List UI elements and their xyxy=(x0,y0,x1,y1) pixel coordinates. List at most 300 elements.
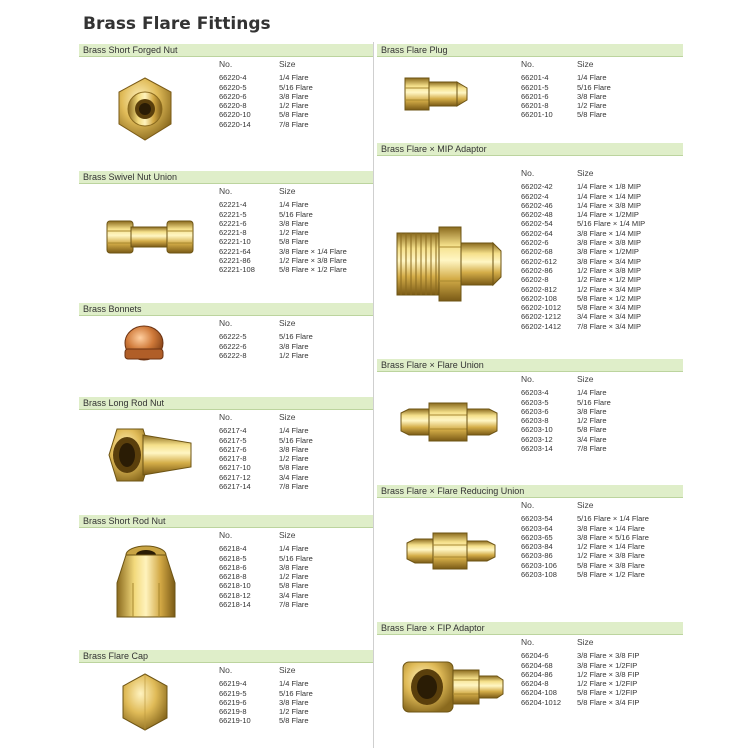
part-number: 66219-8 xyxy=(219,707,247,717)
part-size: 1/4 Flare xyxy=(279,200,309,210)
section-short-rod-nut xyxy=(79,515,369,635)
part-number: 66220-6 xyxy=(219,91,247,101)
table-row xyxy=(521,192,645,201)
part-size: 3/4 Flare xyxy=(577,434,607,444)
part-size: 1/2 Flare xyxy=(279,350,309,360)
part-size: 1/2 Flare × 1/2 MIP xyxy=(577,275,641,285)
table-row xyxy=(219,591,313,600)
col-size: Size xyxy=(279,665,296,675)
table-row xyxy=(521,201,645,210)
part-number: 66218-8 xyxy=(219,572,247,582)
part-number: 66220-10 xyxy=(219,110,251,120)
part-size: 1/2 Flare xyxy=(279,572,309,582)
part-size: 1/4 Flare xyxy=(577,73,607,83)
flare-union-image xyxy=(399,401,499,443)
part-number: 66218-6 xyxy=(219,562,247,572)
part-size: 5/8 Flare × 3/4 FIP xyxy=(577,697,640,707)
part-number: 66204-1012 xyxy=(521,697,562,707)
part-number: 66222-6 xyxy=(219,341,247,351)
part-number: 66203-86 xyxy=(521,551,553,561)
part-size: 3/8 Flare × 1/2FIP xyxy=(577,660,638,670)
flare-cap-image xyxy=(119,672,171,732)
part-number: 66202-812 xyxy=(521,284,557,294)
part-number: 66202-1012 xyxy=(521,303,562,313)
col-no: No. xyxy=(219,530,233,540)
col-size: Size xyxy=(577,500,594,510)
section-title: Brass Flare × MIP Adaptor xyxy=(377,143,683,155)
part-number: 66202-86 xyxy=(521,265,553,275)
table-row xyxy=(521,266,645,275)
section-title: Brass Bonnets xyxy=(79,303,373,315)
part-size: 3/8 Flare × 3/8 FIP xyxy=(577,651,640,661)
part-number: 66217-6 xyxy=(219,444,247,454)
table-row xyxy=(219,572,313,581)
part-number: 66202-46 xyxy=(521,200,553,210)
part-number: 66217-5 xyxy=(219,435,247,445)
section-flare-plug xyxy=(377,44,683,134)
part-size: 5/16 Flare × 1/4 Flare xyxy=(577,514,649,524)
part-size: 1/2 Flare × 3/8 Flare xyxy=(577,551,645,561)
table-row xyxy=(521,247,645,256)
table-row xyxy=(521,388,611,397)
table-row xyxy=(219,544,313,553)
table-row xyxy=(521,407,611,416)
part-size: 5/8 Flare xyxy=(279,463,309,473)
part-number: 66204-8 xyxy=(521,679,549,689)
table-row xyxy=(219,445,313,454)
table-row xyxy=(521,182,645,191)
part-size: 3/8 Flare × 1/4 MIP xyxy=(577,228,641,238)
spec-table xyxy=(219,531,313,609)
part-size: 1/4 Flare xyxy=(279,544,309,554)
part-size: 1/4 Flare × 1/2MIP xyxy=(577,210,639,220)
table-row xyxy=(521,229,645,238)
part-number: 66203-12 xyxy=(521,434,553,444)
part-number: 66202-6 xyxy=(521,238,549,248)
part-size: 5/8 Flare xyxy=(279,581,309,591)
part-number: 66201-8 xyxy=(521,101,549,111)
part-number: 66203-14 xyxy=(521,444,553,454)
part-size: 1/4 Flare × 1/4 MIP xyxy=(577,191,641,201)
section-title: Brass Flare × Flare Union xyxy=(377,359,683,371)
col-no: No. xyxy=(521,500,535,510)
table-row xyxy=(219,436,313,445)
table-row xyxy=(521,303,645,312)
part-number: 66203-84 xyxy=(521,542,553,552)
table-row xyxy=(521,551,649,560)
part-size: 5/16 Flare xyxy=(279,209,313,219)
part-number: 66202-68 xyxy=(521,247,553,257)
part-size: 5/8 Flare × 1/2 Flare xyxy=(279,265,347,275)
table-row xyxy=(521,101,611,110)
table-row xyxy=(521,83,611,92)
table-row xyxy=(219,83,313,92)
table-row xyxy=(219,210,347,219)
col-no: No. xyxy=(521,637,535,647)
section-title: Brass Long Rod Nut xyxy=(79,397,373,409)
part-number: 66202-108 xyxy=(521,293,557,303)
part-number: 66217-14 xyxy=(219,482,251,492)
part-size: 1/2 Flare xyxy=(279,101,309,111)
part-size: 1/4 Flare × 1/8 MIP xyxy=(577,182,641,192)
section-rule xyxy=(79,662,373,663)
spec-table xyxy=(521,375,611,453)
table-row xyxy=(219,463,313,472)
col-no: No. xyxy=(521,374,535,384)
short-forged-nut-image xyxy=(115,74,175,144)
table-row xyxy=(521,570,649,579)
table-row xyxy=(521,533,649,542)
col-no: No. xyxy=(219,412,233,422)
flare-plug-image xyxy=(403,72,471,116)
part-number: 62221-64 xyxy=(219,246,251,256)
part-size: 5/16 Flare xyxy=(279,435,313,445)
table-row xyxy=(521,435,611,444)
section-long-rod-nut xyxy=(79,397,369,507)
col-no: No. xyxy=(521,59,535,69)
table-row xyxy=(219,563,313,572)
col-no: No. xyxy=(219,59,233,69)
spec-table xyxy=(219,60,313,129)
part-number: 66218-14 xyxy=(219,600,251,610)
section-flare-fip-adaptor xyxy=(377,622,683,732)
part-number: 66217-10 xyxy=(219,463,251,473)
part-number: 62221-86 xyxy=(219,256,251,266)
part-size: 5/16 Flare xyxy=(279,553,313,563)
table-row xyxy=(219,554,313,563)
table-row xyxy=(219,332,313,341)
table-row xyxy=(521,670,639,679)
table-row xyxy=(219,689,313,698)
part-number: 66203-65 xyxy=(521,532,553,542)
part-number: 66202-64 xyxy=(521,228,553,238)
spec-table xyxy=(521,501,649,579)
table-row xyxy=(219,679,313,688)
part-size: 3/8 Flare × 3/4 MIP xyxy=(577,256,641,266)
part-size: 3/8 Flare xyxy=(577,406,607,416)
table-row xyxy=(521,542,649,551)
table-row xyxy=(219,92,313,101)
section-flare-cap xyxy=(79,650,369,740)
spec-table xyxy=(219,187,347,275)
table-row xyxy=(521,698,639,707)
col-size: Size xyxy=(279,318,296,328)
part-size: 5/8 Flare × 1/2FIP xyxy=(577,688,638,698)
part-size: 1/4 Flare × 3/8 MIP xyxy=(577,200,641,210)
column-divider xyxy=(373,42,374,748)
part-number: 66218-10 xyxy=(219,581,251,591)
part-number: 66203-54 xyxy=(521,514,553,524)
part-number: 66201-10 xyxy=(521,110,553,120)
table-row xyxy=(521,312,645,321)
part-size: 1/2 Flare × 3/8 MIP xyxy=(577,265,641,275)
part-size: 5/16 Flare xyxy=(279,688,313,698)
part-size: 1/2 Flare xyxy=(279,228,309,238)
table-row xyxy=(219,120,313,129)
part-size: 1/2 Flare × 3/8 Flare xyxy=(279,256,347,266)
part-size: 1/4 Flare xyxy=(279,426,309,436)
part-size: 1/2 Flare × 1/2FIP xyxy=(577,679,638,689)
spec-table xyxy=(219,666,313,726)
table-row xyxy=(521,688,639,697)
table-row xyxy=(521,294,645,303)
col-no: No. xyxy=(219,665,233,675)
section-swivel-nut-union xyxy=(79,171,369,291)
table-row xyxy=(219,473,313,482)
part-size: 5/8 Flare × 1/2 MIP xyxy=(577,293,641,303)
section-title: Brass Flare Plug xyxy=(377,44,683,56)
part-number: 66217-4 xyxy=(219,426,247,436)
section-title: Brass Flare × Flare Reducing Union xyxy=(377,485,683,497)
part-number: 66220-8 xyxy=(219,101,247,111)
part-size: 5/8 Flare × 3/8 Flare xyxy=(577,560,645,570)
table-row xyxy=(521,275,645,284)
part-size: 3/8 Flare xyxy=(577,91,607,101)
part-number: 66218-12 xyxy=(219,590,251,600)
part-size: 5/16 Flare × 1/4 MIP xyxy=(577,219,646,229)
table-row xyxy=(521,210,645,219)
table-row xyxy=(521,561,649,570)
part-number: 66202-54 xyxy=(521,219,553,229)
part-size: 3/8 Flare xyxy=(279,341,309,351)
table-row xyxy=(219,73,313,82)
table-row xyxy=(521,322,645,331)
col-size: Size xyxy=(279,412,296,422)
part-size: 1/2 Flare × 3/8 FIP xyxy=(577,669,640,679)
col-size: Size xyxy=(577,59,594,69)
col-no: No. xyxy=(521,168,535,178)
part-size: 1/2 Flare xyxy=(577,416,607,426)
table-row xyxy=(521,425,611,434)
table-row xyxy=(219,426,313,435)
part-size: 3/8 Flare xyxy=(279,697,309,707)
part-number: 66204-68 xyxy=(521,660,553,670)
part-size: 3/8 Flare xyxy=(279,91,309,101)
part-number: 66202-1212 xyxy=(521,312,562,322)
table-row xyxy=(521,398,611,407)
flare-fip-adaptor-image xyxy=(401,656,505,718)
part-number: 66222-8 xyxy=(219,350,247,360)
part-size: 3/8 Flare × 1/2MIP xyxy=(577,247,639,257)
section-rule xyxy=(377,155,683,156)
part-number: 66219-6 xyxy=(219,697,247,707)
part-number: 62221-4 xyxy=(219,200,247,210)
table-row xyxy=(521,651,639,660)
col-no: No. xyxy=(219,318,233,328)
table-row xyxy=(521,110,611,119)
part-number: 62221-8 xyxy=(219,228,247,238)
table-row xyxy=(219,237,347,246)
table-row xyxy=(219,342,313,351)
part-size: 5/8 Flare xyxy=(279,237,309,247)
part-number: 62221-6 xyxy=(219,218,247,228)
part-number: 66202-8 xyxy=(521,275,549,285)
col-size: Size xyxy=(279,59,296,69)
part-size: 1/2 Flare × 1/4 Flare xyxy=(577,542,645,552)
table-row xyxy=(219,716,313,725)
table-row xyxy=(219,256,347,265)
section-rule xyxy=(79,183,373,184)
part-size: 3/8 Flare × 3/8 MIP xyxy=(577,238,641,248)
table-row xyxy=(219,247,347,256)
part-number: 66222-5 xyxy=(219,332,247,342)
table-row xyxy=(521,416,611,425)
part-size: 3/4 Flare × 3/4 MIP xyxy=(577,312,641,322)
table-row xyxy=(521,257,645,266)
part-number: 66217-8 xyxy=(219,454,247,464)
table-row xyxy=(521,73,611,82)
section-flare-flare-union xyxy=(377,359,683,469)
table-row xyxy=(219,600,313,609)
part-size: 1/2 Flare xyxy=(577,101,607,111)
section-rule xyxy=(79,409,373,410)
part-number: 66203-8 xyxy=(521,416,549,426)
col-no: No. xyxy=(219,186,233,196)
part-size: 5/8 Flare xyxy=(577,110,607,120)
part-number: 62221-108 xyxy=(219,265,255,275)
table-row xyxy=(219,581,313,590)
part-size: 1/2 Flare × 3/4 MIP xyxy=(577,284,641,294)
part-number: 66202-48 xyxy=(521,210,553,220)
part-number: 66202-4 xyxy=(521,191,549,201)
part-number: 66202-612 xyxy=(521,256,557,266)
part-number: 66202-1412 xyxy=(521,321,562,331)
part-number: 66219-5 xyxy=(219,688,247,698)
table-row xyxy=(521,285,645,294)
flare-mip-adaptor-image xyxy=(395,225,503,303)
part-number: 66204-108 xyxy=(521,688,557,698)
table-row xyxy=(521,92,611,101)
part-number: 66220-14 xyxy=(219,119,251,129)
part-size: 3/4 Flare xyxy=(279,590,309,600)
part-number: 66203-108 xyxy=(521,570,557,580)
part-size: 3/8 Flare xyxy=(279,562,309,572)
part-size: 1/4 Flare xyxy=(279,73,309,83)
table-row xyxy=(219,110,313,119)
col-size: Size xyxy=(577,168,594,178)
table-row xyxy=(219,200,347,209)
table-row xyxy=(521,238,645,247)
part-number: 66204-86 xyxy=(521,669,553,679)
section-title: Brass Short Rod Nut xyxy=(79,515,373,527)
page-title: Brass Flare Fittings xyxy=(83,14,271,34)
part-number: 66203-10 xyxy=(521,425,553,435)
part-size: 1/4 Flare xyxy=(279,679,309,689)
table-row xyxy=(521,514,649,523)
part-size: 5/16 Flare xyxy=(577,82,611,92)
part-number: 66201-4 xyxy=(521,73,549,83)
spec-table xyxy=(521,638,639,707)
spec-table xyxy=(521,60,611,120)
part-number: 62221-5 xyxy=(219,209,247,219)
spec-table xyxy=(521,169,645,331)
section-rule xyxy=(377,497,683,498)
part-number: 62221-10 xyxy=(219,237,251,247)
section-rule xyxy=(79,527,373,528)
col-size: Size xyxy=(279,530,296,540)
section-rule xyxy=(79,315,373,316)
part-number: 66220-4 xyxy=(219,73,247,83)
part-number: 66202-42 xyxy=(521,182,553,192)
part-number: 66203-64 xyxy=(521,523,553,533)
part-number: 66201-5 xyxy=(521,82,549,92)
section-rule xyxy=(377,371,683,372)
part-size: 5/16 Flare xyxy=(279,332,313,342)
section-title: Brass Flare Cap xyxy=(79,650,373,662)
part-size: 1/2 Flare xyxy=(279,454,309,464)
part-number: 66218-5 xyxy=(219,553,247,563)
part-size: 1/4 Flare xyxy=(577,388,607,398)
section-title: Brass Flare × FIP Adaptor xyxy=(377,622,683,634)
section-flare-mip-adaptor xyxy=(377,143,683,343)
table-row xyxy=(521,679,639,688)
section-rule xyxy=(377,56,683,57)
table-row xyxy=(521,219,645,228)
part-size: 7/8 Flare xyxy=(279,600,309,610)
short-rod-nut-image xyxy=(113,541,179,623)
part-number: 66218-4 xyxy=(219,544,247,554)
part-size: 5/8 Flare xyxy=(279,110,309,120)
part-number: 66220-5 xyxy=(219,82,247,92)
table-row xyxy=(219,707,313,716)
part-size: 7/8 Flare × 3/4 MIP xyxy=(577,321,641,331)
section-title: Brass Short Forged Nut xyxy=(79,44,373,56)
section-short-forged-nut xyxy=(79,44,369,164)
part-size: 5/8 Flare × 1/2 Flare xyxy=(577,570,645,580)
section-rule xyxy=(79,56,373,57)
table-row xyxy=(219,698,313,707)
part-number: 66204-6 xyxy=(521,651,549,661)
part-size: 5/16 Flare xyxy=(279,82,313,92)
col-size: Size xyxy=(577,637,594,647)
section-flare-reducing-union xyxy=(377,485,683,605)
col-size: Size xyxy=(279,186,296,196)
part-size: 1/2 Flare xyxy=(279,707,309,717)
table-row xyxy=(521,524,649,533)
part-size: 5/8 Flare xyxy=(279,716,309,726)
part-number: 66203-4 xyxy=(521,388,549,398)
part-number: 66219-4 xyxy=(219,679,247,689)
part-size: 7/8 Flare xyxy=(279,119,309,129)
reducing-union-image xyxy=(405,531,497,571)
section-title: Brass Swivel Nut Union xyxy=(79,171,373,183)
part-number: 66219-10 xyxy=(219,716,251,726)
part-size: 7/8 Flare xyxy=(279,482,309,492)
part-size: 3/8 Flare xyxy=(279,444,309,454)
table-row xyxy=(521,444,611,453)
part-number: 66201-6 xyxy=(521,91,549,101)
part-number: 66203-5 xyxy=(521,397,549,407)
table-row xyxy=(219,265,347,274)
part-size: 3/8 Flare × 1/4 Flare xyxy=(577,523,645,533)
part-size: 3/8 Flare × 1/4 Flare xyxy=(279,246,347,256)
table-row xyxy=(521,661,639,670)
table-row xyxy=(219,228,347,237)
part-number: 66203-6 xyxy=(521,406,549,416)
table-row xyxy=(219,454,313,463)
spec-table xyxy=(219,319,313,360)
part-number: 66203-106 xyxy=(521,560,557,570)
long-rod-nut-image xyxy=(103,425,197,485)
part-size: 3/8 Flare xyxy=(279,218,309,228)
part-size: 5/8 Flare xyxy=(577,425,607,435)
col-size: Size xyxy=(577,374,594,384)
bonnet-image xyxy=(121,321,167,367)
table-row xyxy=(219,482,313,491)
part-size: 5/16 Flare xyxy=(577,397,611,407)
part-size: 3/8 Flare × 5/16 Flare xyxy=(577,532,649,542)
spec-table xyxy=(219,413,313,491)
